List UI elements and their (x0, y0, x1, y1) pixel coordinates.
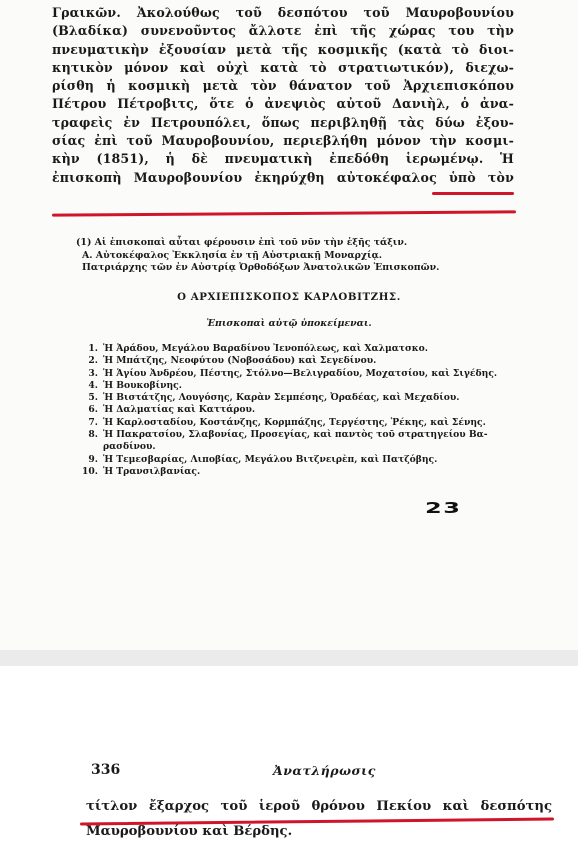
list-item-number: 6. (88, 404, 98, 416)
diocese-list (76, 343, 516, 478)
list-item-number: 8. (88, 429, 98, 441)
list-item (76, 417, 516, 429)
running-head: Ἀνατλήρωσις (273, 763, 376, 778)
list-item (76, 392, 516, 404)
footnote-line: Πατριάρχης τῶν ἐν Αὐστρίᾳ Ὀρθοδόξων Ἀνατολικῶν Ἐπισκοπῶν. (82, 262, 440, 274)
paragraph-line: σίας ἐπὶ τοῦ Μαυροβουνίου, περιεβλήθη μόνον τὴν κοσμι- (52, 133, 514, 149)
list-item (76, 380, 516, 392)
list-item-continuation: ρασδίνου. (103, 441, 156, 453)
list-item (76, 368, 516, 380)
paragraph-line: κητικὸν μόνον καὶ οὐχὶ κατὰ τὸ στρατιωτικόν), διεχω- (52, 59, 514, 75)
section-subheading: Ἐπισκοπαὶ αὐτῷ ὑποκείμεναι. (206, 318, 372, 329)
footnote-line: Α. Αὐτοκέφαλος Ἐκκλησία ἐν τῇ Αὐστριακῇ Μοναρχίᾳ. (82, 249, 383, 261)
paragraph-line: τραφεὶς ἐν Πετρουπόλει, ὅπως περιβληθῇ τὰς δύω ἐξου- (52, 114, 514, 130)
list-item-number: 10. (82, 465, 98, 477)
paragraph-line: Γραικῶν. Ἀκολούθως τοῦ δεσπότου τοῦ Μαυροβουνίου (52, 5, 514, 20)
paragraph-line: κὴν (1851), ἡ δὲ πνευματικὴ ἐπεδόθη ἱερωμένῳ. Ἡ (52, 151, 514, 167)
paragraph-line: Πέτρου Πέτροβιτς, ὅτε ὁ ἀνεψιὸς αὐτοῦ Δανιὴλ, ὁ ἀνα- (52, 96, 514, 112)
list-item (76, 466, 516, 478)
text-line: Μαυροβουνίου καὶ Βέρδης. (86, 824, 293, 839)
list-item (76, 355, 516, 367)
list-item-text: Ἡ Δαλματίας καὶ Καττάρου. (103, 404, 256, 416)
list-item-text: Ἡ Πακρατσίου, Σλαβονίας, Προσεγίας, καὶ παντὸς τοῦ στρατηγείου Βα- (103, 429, 488, 441)
paragraph-line: πνευματικὴν ἐξουσίαν μετὰ τῆς κοσμικῆς (κατὰ τὸ διοι- (52, 41, 514, 57)
list-item-text: Ἡ Μπάτζης, Νεοφύτου (Νοβοσάδου) καὶ Σεγεδίνου. (103, 355, 377, 367)
list-item-text: Ἡ Βιστάτζης, Λουγόσης, Καρὰν Σεμπέσης, Ὀραδέας, καὶ Μεχαδίου. (103, 392, 460, 404)
scanned-page-bottom (0, 666, 578, 845)
page-number: 23 (425, 499, 462, 517)
list-item-number: 5. (88, 392, 98, 404)
red-underline-mark (432, 192, 514, 195)
list-item-text: Ἡ Τρανσιλβανίας. (103, 465, 201, 477)
text-line: τίτλον ἔξαρχος τοῦ ἱεροῦ θρόνου Πεκίου καὶ δεσπότης (86, 799, 552, 814)
list-item-text: Ἡ Καρλοσταδίου, Κοστάνζης, Κορμπάζης, Τεργέστης, Ῥέκης, καὶ Σένης. (103, 416, 486, 428)
paragraph-line: ρίσθη ἡ κοσμικὴ μετὰ τὸν θάνατον τοῦ Ἀρχιεπισκόπου (52, 78, 514, 94)
list-item-number: 4. (88, 379, 98, 391)
list-item (76, 429, 516, 441)
list-item (76, 454, 516, 466)
list-item-text: Ἡ Τεμεσβαρίας, Λιποβίας, Μεγάλου Βιτζνειρὲπ, καὶ Πατζόβης. (103, 453, 438, 465)
list-item-number: 7. (88, 416, 98, 428)
list-item-number: 9. (88, 453, 98, 465)
list-item-text: Ἡ Ἁγίου Ἀνδρέου, Πέστης, Στόλνο—Βελιγραδίου, Μοχατσίου, καὶ Σιγέδης. (103, 367, 498, 379)
list-item-text: Ἡ Ἀράδου, Μεγάλου Βαραδίνου Ἰενοπόλεως, καὶ Χαλματσκο. (103, 343, 428, 354)
page-separator (0, 650, 578, 666)
list-item-text: Ἡ Βουκοβίνης. (103, 379, 182, 391)
footnote (76, 237, 514, 275)
page-number: 336 (91, 762, 121, 778)
list-item (76, 343, 516, 355)
red-underline-mark (52, 210, 516, 216)
list-item-number: 3. (88, 367, 98, 379)
paragraph-line: ἐπισκοπὴ Μαυροβουνίου ἐκηρύχθη αὐτοκέφαλος ὑπὸ τὸν (52, 169, 514, 185)
main-paragraph (52, 4, 514, 187)
list-item-number: 2. (88, 355, 98, 367)
list-item-number: 1. (88, 343, 98, 354)
footnote-line: (1) Αἱ ἐπισκοπαὶ αὗται φέρουσιν ἐπὶ τοῦ νῦν τὴν ἑξῆς τάξιν. (76, 237, 408, 248)
paragraph-line: (Βλαδίκα) συνενοῦντος ἄλλοτε ἐπὶ τῆς χώρας του τὴν (52, 23, 514, 39)
section-heading: Ο ΑΡΧΙΕΠΙΣΚΟΠΟΣ ΚΑΡΛΟΒΙΤΖΗΣ. (177, 291, 401, 303)
list-item (76, 404, 516, 416)
